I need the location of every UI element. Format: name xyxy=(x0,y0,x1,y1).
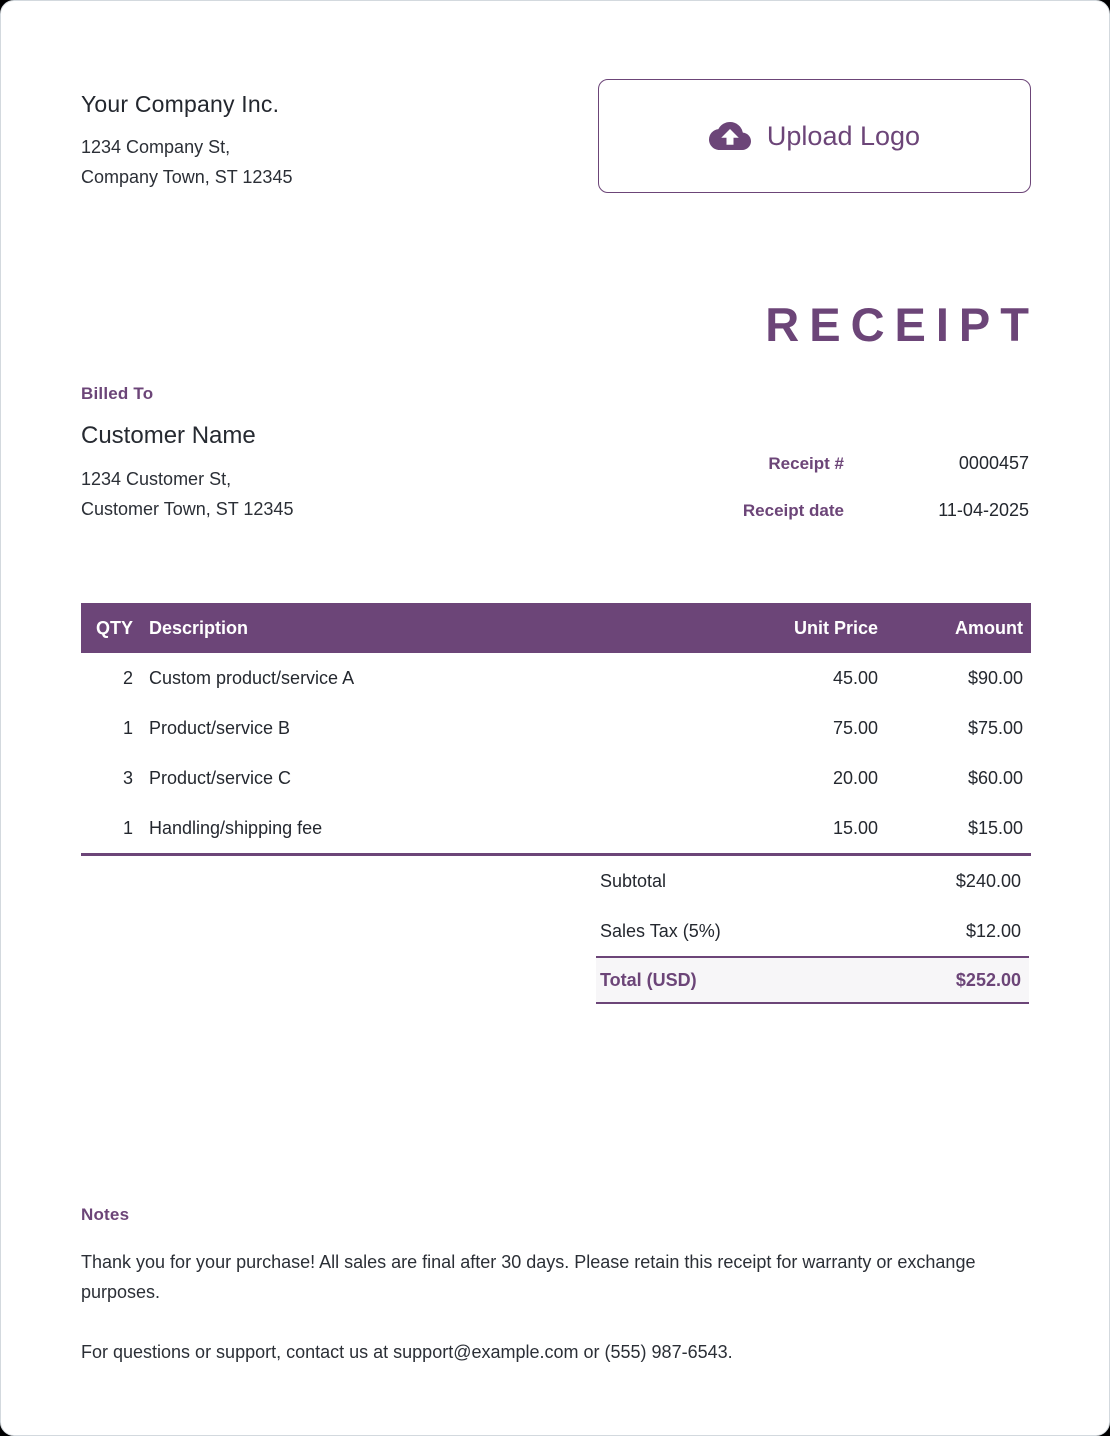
header-unit-price: Unit Price xyxy=(793,617,878,638)
receipt-meta xyxy=(684,453,1029,547)
row-amount: $60.00 xyxy=(967,767,1023,788)
subtotal-label: Subtotal xyxy=(600,870,667,891)
row-unit-price: 45.00 xyxy=(832,667,878,688)
total-row xyxy=(596,956,1029,1004)
row-unit-price: 75.00 xyxy=(832,717,878,738)
page-title: RECEIPT xyxy=(765,298,1039,351)
customer-address-line1: 1234 Customer St, xyxy=(81,469,232,489)
billed-to-heading: Billed To xyxy=(81,384,154,403)
row-description: Custom product/service A xyxy=(149,667,355,688)
upload-logo-button[interactable] xyxy=(598,79,1031,193)
company-address-line2: Company Town, ST 12345 xyxy=(81,167,293,187)
table-row xyxy=(81,653,1031,703)
receipt-number-label: Receipt # xyxy=(768,454,844,473)
receipt-date-value: 11-04-2025 xyxy=(938,500,1029,520)
sales-tax-label: Sales Tax (5%) xyxy=(600,920,721,941)
receipt-date-label: Receipt date xyxy=(742,501,844,520)
row-qty: 1 xyxy=(122,717,133,738)
row-description: Handling/shipping fee xyxy=(149,817,323,838)
row-amount: $75.00 xyxy=(967,717,1023,738)
header-qty: QTY xyxy=(95,617,133,638)
subtotal-value: $240.00 xyxy=(955,870,1021,891)
notes-contact: For questions or support, contact us at support@example.com or (555) 987-6543. xyxy=(81,1342,733,1362)
customer-address-line2: Customer Town, ST 12345 xyxy=(81,499,294,519)
customer-name: Customer Name xyxy=(81,422,256,449)
row-description: Product/service B xyxy=(149,717,291,738)
table-row xyxy=(81,803,1031,853)
company-info xyxy=(81,91,292,192)
company-name: Your Company Inc. xyxy=(81,91,280,117)
row-amount: $90.00 xyxy=(967,667,1023,688)
notes-body: Thank you for your purchase! All sales are final after 30 days. Please retain this receipt for warranty or exchange purposes. xyxy=(81,1252,976,1302)
header-amount: Amount xyxy=(955,617,1023,638)
total-value: $252.00 xyxy=(955,969,1021,990)
row-qty: 2 xyxy=(122,667,133,688)
totals-section xyxy=(596,856,1029,1004)
items-table-header xyxy=(81,603,1031,653)
subtotal-row xyxy=(596,856,1029,906)
notes-section xyxy=(81,1205,1026,1367)
row-qty: 3 xyxy=(122,767,133,788)
row-qty: 1 xyxy=(122,817,133,838)
row-description: Product/service C xyxy=(149,767,292,788)
total-label: Total (USD) xyxy=(600,969,697,990)
upload-logo-label: Upload Logo xyxy=(766,120,921,151)
items-table xyxy=(81,603,1031,856)
cloud-upload-icon xyxy=(709,121,751,151)
billed-to-section xyxy=(81,384,293,524)
sales-tax-row xyxy=(596,906,1029,956)
receipt-date-row xyxy=(684,500,1029,521)
row-unit-price: 20.00 xyxy=(832,767,878,788)
table-row xyxy=(81,753,1031,803)
notes-heading: Notes xyxy=(81,1205,130,1224)
sales-tax-value: $12.00 xyxy=(965,920,1021,941)
row-amount: $15.00 xyxy=(967,817,1023,838)
company-address-line1: 1234 Company St, xyxy=(81,137,231,157)
table-row xyxy=(81,703,1031,753)
header-description: Description xyxy=(149,617,249,638)
row-unit-price: 15.00 xyxy=(832,817,878,838)
receipt-number-value: 0000457 xyxy=(958,453,1029,473)
receipt-number-row xyxy=(684,453,1029,474)
